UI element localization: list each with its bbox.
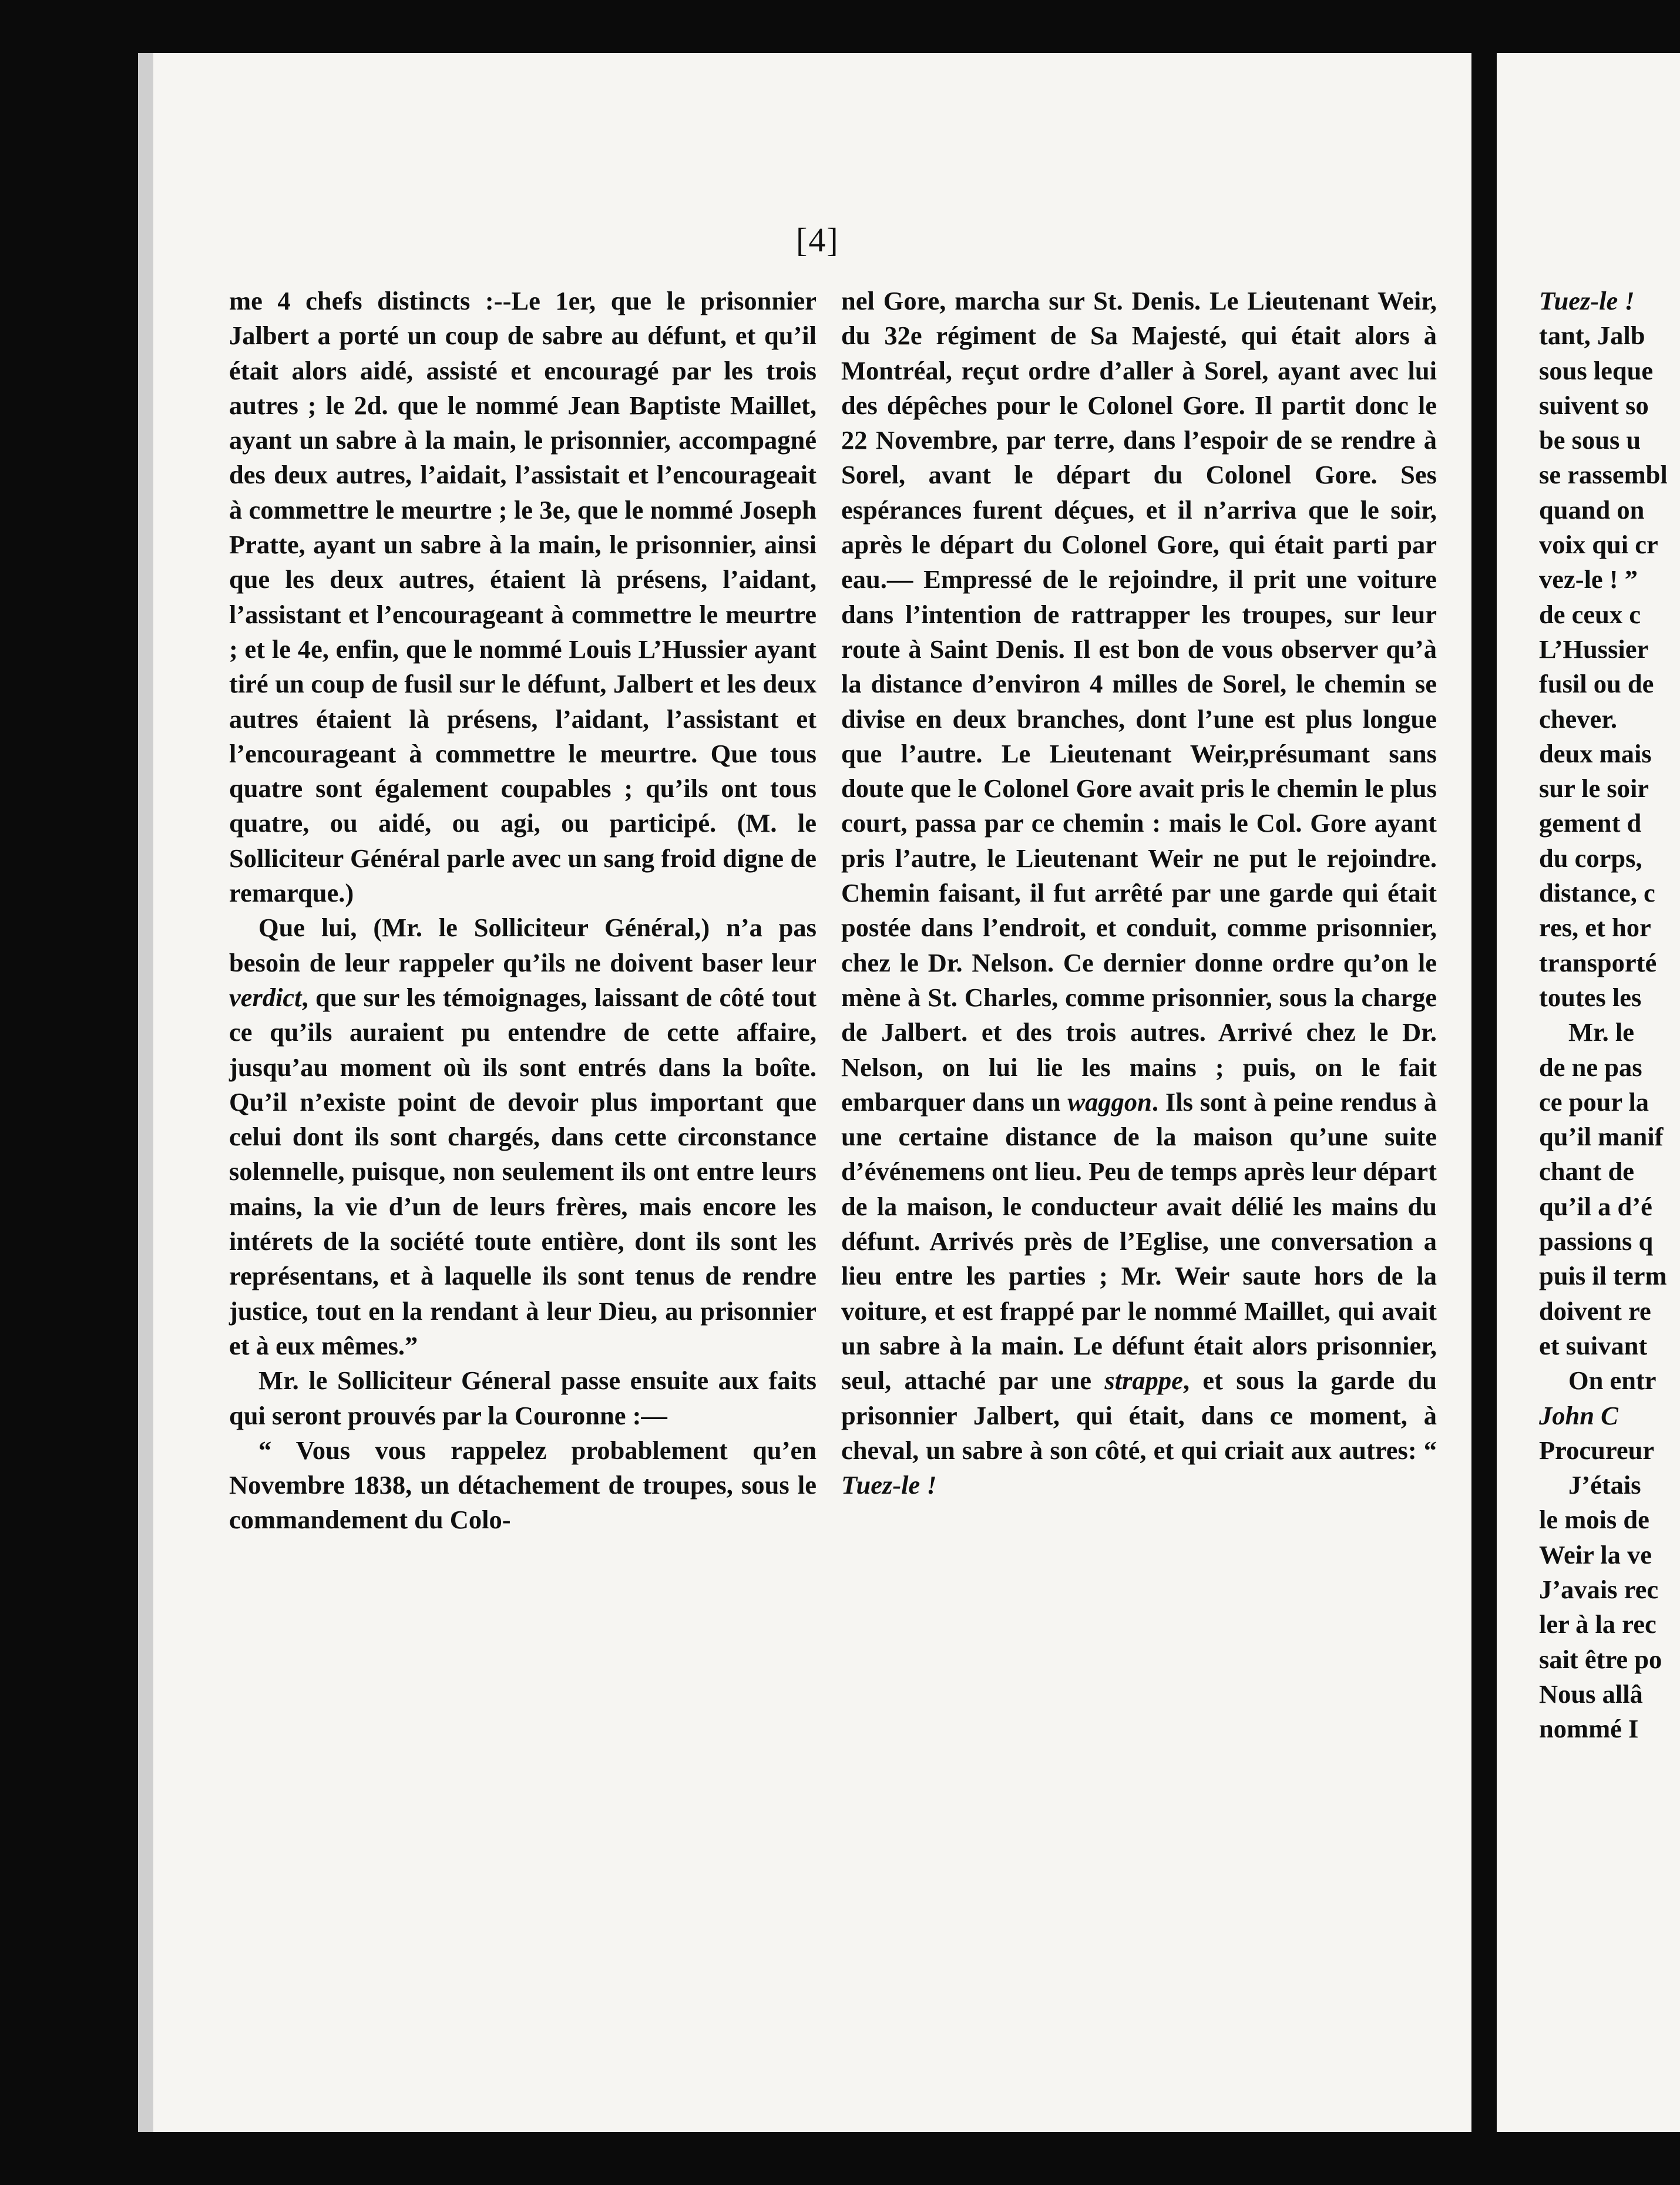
facing-page-line: Nous allâ <box>1539 1679 1643 1709</box>
italic-term: Tuez-le ! <box>841 1470 937 1500</box>
facing-page-text <box>1539 284 1680 1746</box>
facing-page-line: toutes les <box>1539 982 1642 1012</box>
facing-page-line: qu’il a d’é <box>1539 1191 1652 1221</box>
facing-page-line: nommé I <box>1539 1714 1639 1744</box>
facing-page-line: du corps, <box>1539 843 1642 873</box>
paragraph: “ Vous vous rappelez probablement qu’en Novembre 1838, un détachement de troupes, sous le commandement du Colo- <box>229 1435 817 1535</box>
paragraph: me 4 chefs distincts :--Le 1er, que le prisonnier Jalbert a porté un coup de sabre au défunt, et qu’il était alors aidé, assisté et encouragé par les trois autres ; le 2d. que le nommé Jean Baptiste Maillet, ayant un sabre à la main, le prisonnier, accompagné des deux autres, l’aidait, l’assistait et l’encourageait à commettre le meurtre ; le 3e, que le nommé Joseph Pratte, ayant un sabre à la main, le prisonnier, ainsi que les deux autres, étaient là présens, l’aidant, l’assistant et l’encourageant à commettre le meurtre ; et le 4e, enfin, que le nommé Louis L’Hussier ayant tiré un coup de fusil sur le défunt, Jalbert et les deux autres étaient là présens, l’aidant, l’assistant et l’encourageant à commettre le meurtre. Que tous quatre sont également coupables ; qu’ils ont tous quatre, ou aidé, ou agi, ou participé. (M. le Solliciteur Général parle avec un sang froid digne de remarque.) <box>229 286 817 908</box>
facing-page-line: le mois de <box>1539 1505 1649 1535</box>
facing-page-line: John C <box>1539 1400 1618 1430</box>
facing-page-line: fusil ou de <box>1539 669 1654 699</box>
paragraph: Mr. le Solliciteur Géneral passe ensuite aux faits qui seront prouvés par la Couronne :— <box>229 1366 817 1430</box>
facing-page-line: chever. <box>1539 704 1618 734</box>
right-text-column <box>841 284 1437 1502</box>
facing-page-line: chant de <box>1539 1157 1634 1186</box>
facing-page-line: doivent re <box>1539 1296 1651 1326</box>
facing-page-line: Tuez-le ! <box>1539 286 1635 315</box>
facing-page-line: de ne pas <box>1539 1052 1642 1082</box>
facing-page-line: puis il term <box>1539 1261 1667 1291</box>
left-text-column <box>229 284 817 1538</box>
facing-page-line: tant, Jalb <box>1539 321 1645 351</box>
facing-page-line: Weir la ve <box>1539 1539 1652 1569</box>
facing-page-line: be sous u <box>1539 425 1641 455</box>
facing-page-line: suivent so <box>1539 390 1649 420</box>
facing-page-line: vez-le ! ” <box>1539 564 1638 594</box>
facing-page-line: J’étais <box>1568 1470 1641 1500</box>
facing-page-line: distance, c <box>1539 878 1655 908</box>
facing-page-line: passions q <box>1539 1226 1654 1256</box>
facing-page-line: sur le soir <box>1539 774 1649 804</box>
italic-term: strappe <box>1104 1366 1183 1396</box>
facing-page-line: de ceux c <box>1539 599 1641 629</box>
italic-term: verdict <box>229 982 302 1012</box>
facing-page-line: L’Hussier <box>1539 634 1649 664</box>
facing-page-line: quand on <box>1539 495 1645 525</box>
facing-page-line: Mr. le <box>1568 1017 1635 1047</box>
facing-page-line: res, et hor <box>1539 913 1651 943</box>
facing-page-line: sait être po <box>1539 1644 1662 1674</box>
facing-page-line: qu’il manif <box>1539 1122 1664 1152</box>
facing-page-line: transporté <box>1539 947 1657 977</box>
paragraph: nel Gore, marcha sur St. Denis. Le Lieutenant Weir, du 32e régiment de Sa Majesté, qui était alors à Montréal, reçut ordre d’aller à Sorel, ayant avec lui des dépêches pour le Colonel Gore. Il partit donc le 22 Novembre, par terre, dans l’espoir de se rendre à Sorel, avant le départ du Colonel Gore. Ses espérances furent déçues, et il n’arriva que le soir, après le départ du Colonel Gore, qui était parti par eau.— Empressé de le rejoindre, il prit une voiture dans l’intention de rattrapper les troupes, sur leur route à Saint Denis. Il est bon de vous observer qu’à la distance d’environ 4 milles de Sorel, le chemin se divise en deux branches, dont l’une est plus longue que l’autre. Le Lieutenant Weir,présumant sans doute que le Colonel Gore avait pris le chemin le plus court, passa par ce chemin : mais le Col. Gore ayant pris l’autre, le Lieutenant Weir ne put le rejoindre. Chemin faisant, il fut arrêté par une garde qui était postée dans l’endroit, et conduit, comme prisonnier, chez le Dr. Nelson. Ce dernier donne ordre qu’on le mène à St. Charles, comme prisonnier, sous la charge de Jalbert. et des trois autres. Arrivé chez le Dr. Nelson, on lui lie les mains ; puis, on le fait embarquer dans un waggon. Ils sont à peine rendus à une certaine distance de la maison qu’une suite d’événemens ont lieu. Peu de temps après leur départ de la maison, le conducteur avait délié les mains du défunt. Arrivés près de l’Eglise, une conversation a lieu entre les parties ; Mr. Weir saute hors de la voiture, et est frappé par le nommé Maillet, qui avait un sabre à la main. Le défunt était alors prisonnier, seul, attaché par une strappe, et sous la garde du prisonnier Jalbert, qui était, dans ce moment, à cheval, un sabre à son côté, et qui criait aux autres: “ Tuez-le ! <box>841 286 1437 1500</box>
facing-page-line: sous leque <box>1539 355 1654 385</box>
facing-page-line: se rassembl <box>1539 460 1668 490</box>
paragraph: Que lui, (Mr. le Solliciteur Général,) n’a pas besoin de leur rappeler qu’ils ne doivent baser leur verdict, que sur les témoignages, laissant de côté tout ce qu’ils auraient pu entendre de cette affaire, jusqu’au moment où ils sont entrés dans la boîte. Qu’il n’existe point de devoir plus important que celui dont ils sont chargés, dans cette circonstance solennelle, puisque, non seulement ils ont entre leurs mains, la vie d’un de leurs frères, mais encore les intérets de la société toute entière, dont ils sont les représentans, et à laquelle ils sont tenus de rendre justice, tout en la rendant à leur Dieu, au prisonnier et à eux mêmes.” <box>229 913 817 1360</box>
facing-page-line: Procureur <box>1539 1435 1655 1465</box>
facing-page-line: voix qui cr <box>1539 530 1658 560</box>
facing-page-line: gement d <box>1539 808 1642 838</box>
facing-page-line: et suivant <box>1539 1330 1648 1360</box>
facing-page-line: ler à la rec <box>1539 1609 1657 1639</box>
facing-page-line: ce pour la <box>1539 1087 1649 1117</box>
page-number: [4] <box>796 221 839 259</box>
facing-page-line: On entr <box>1568 1366 1657 1396</box>
facing-page-line: deux mais <box>1539 738 1652 768</box>
italic-term: waggon <box>1067 1087 1152 1117</box>
facing-page-line: J’avais rec <box>1539 1574 1659 1604</box>
